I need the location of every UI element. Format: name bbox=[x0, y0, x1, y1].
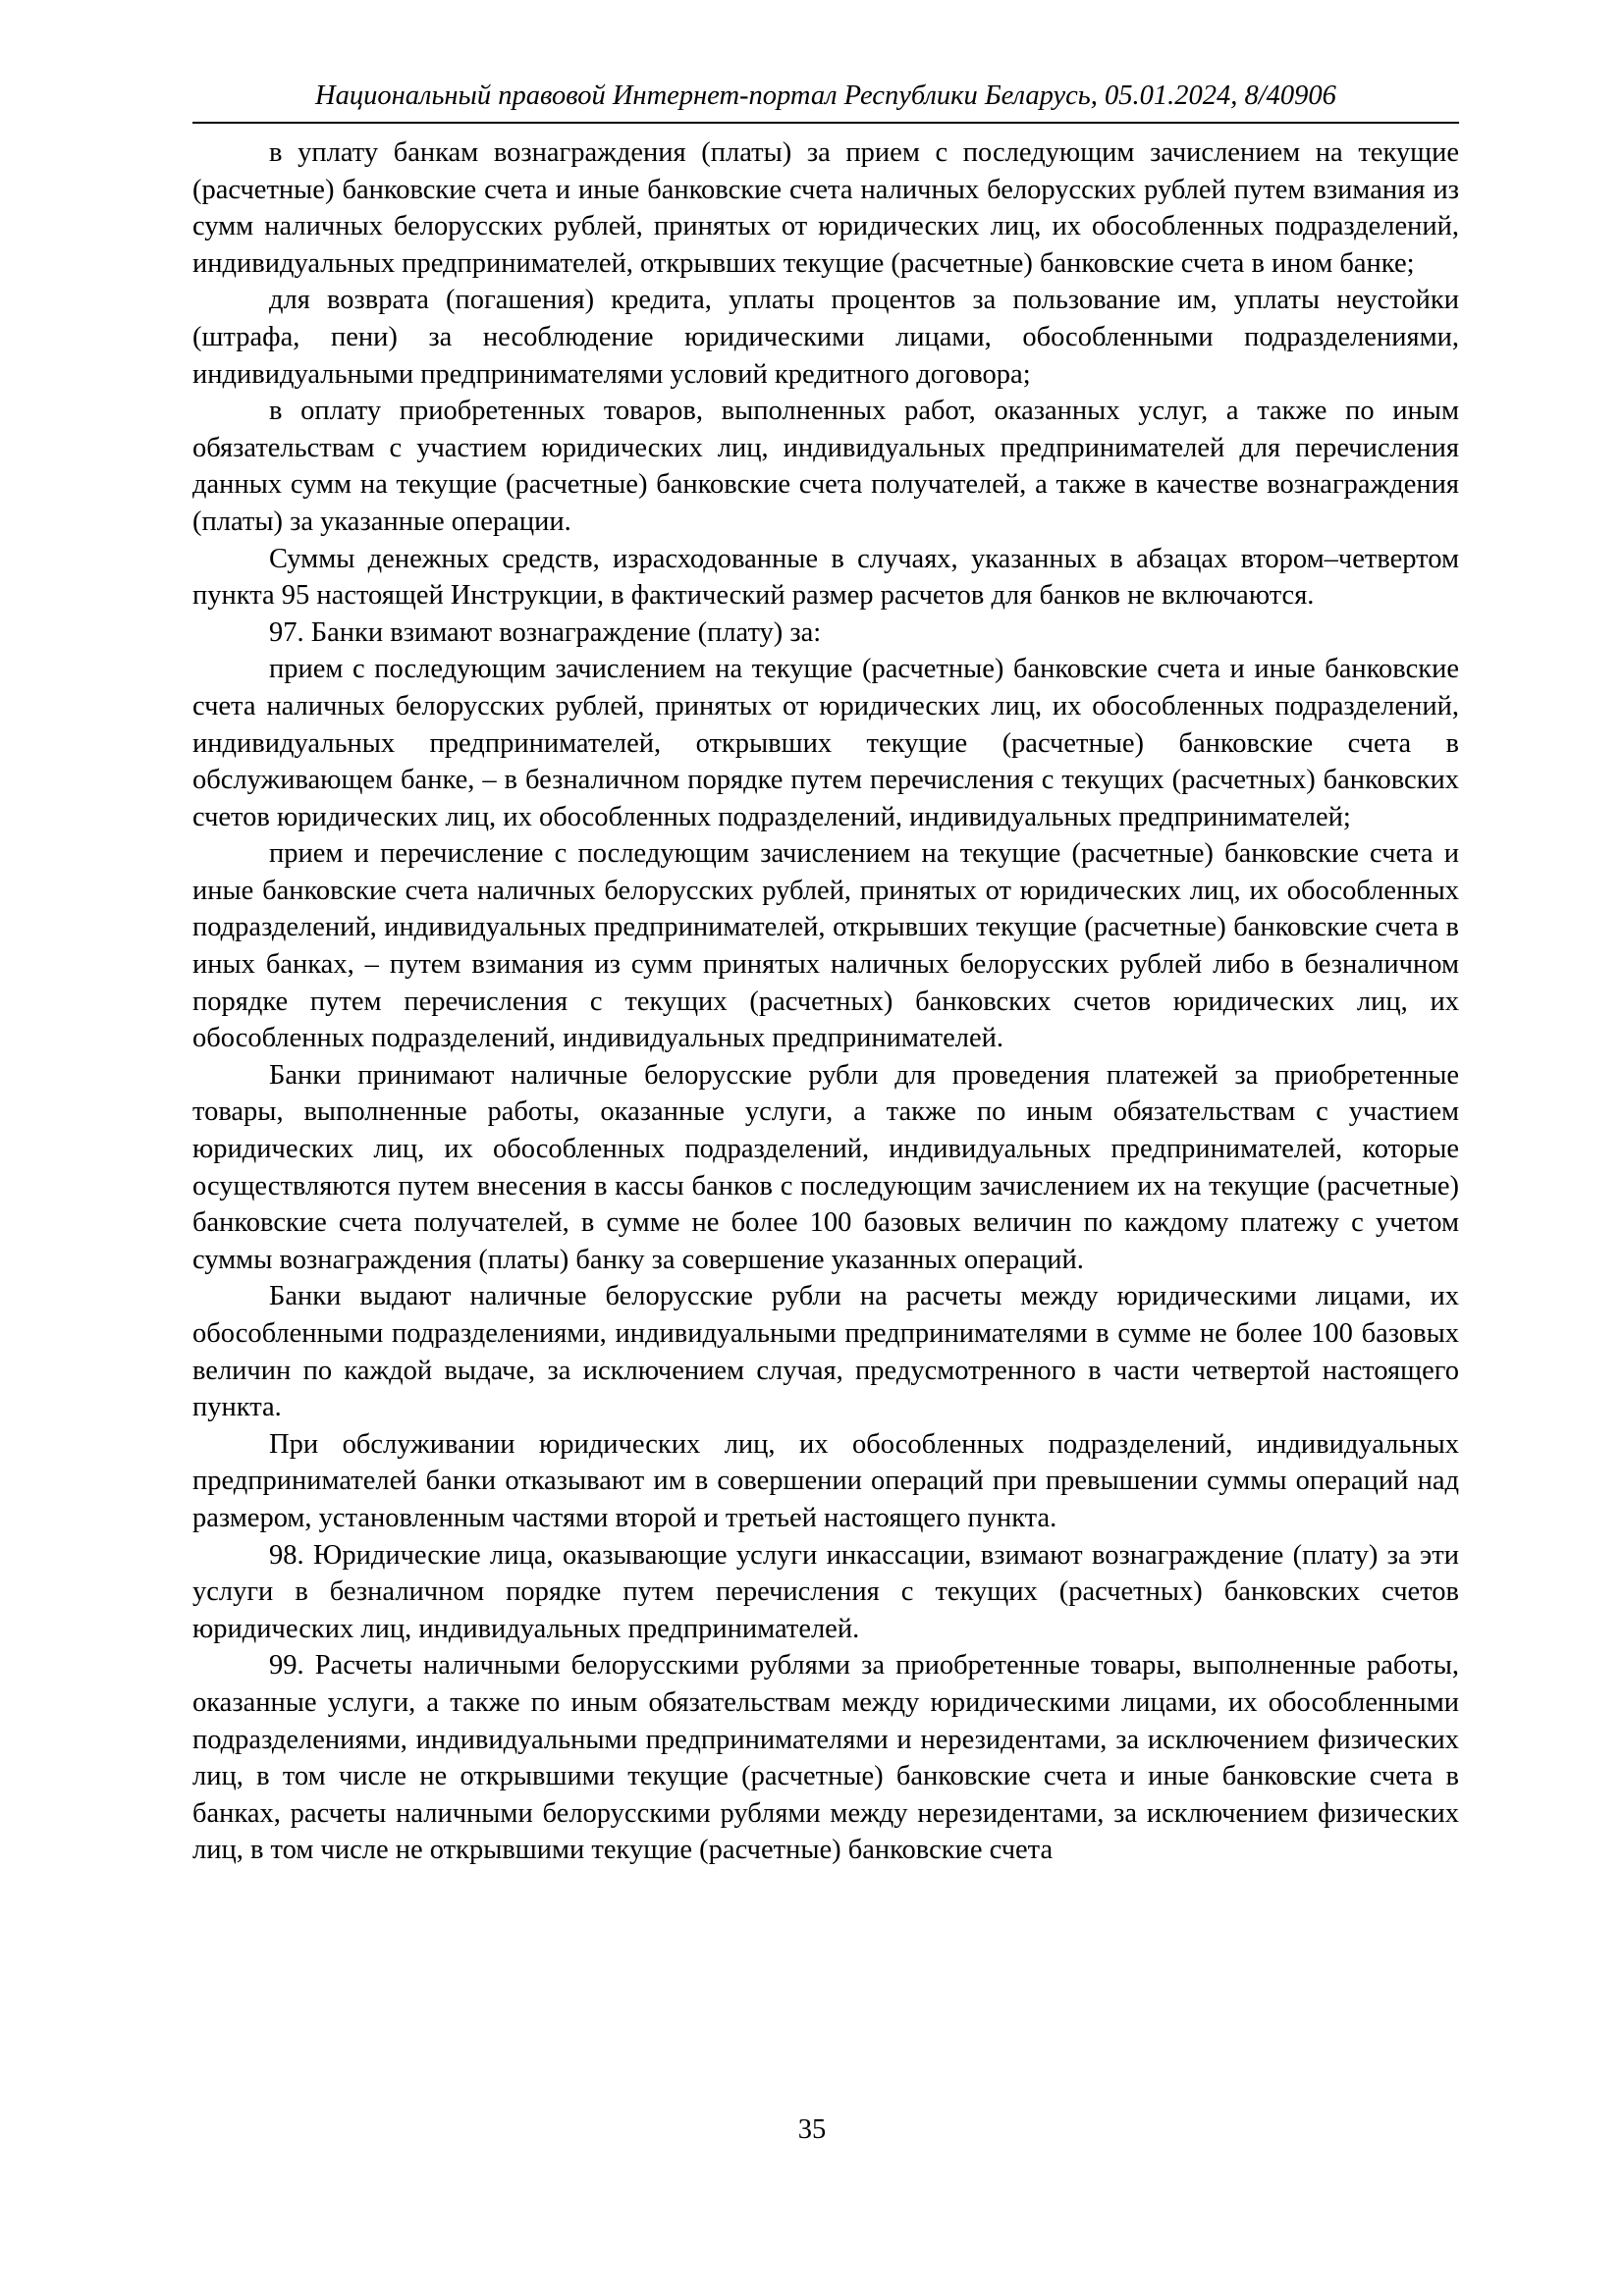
page-header bbox=[192, 77, 1459, 124]
paragraph: прием и перечисление с последующим зачислением на текущие (расчетные) банковские счета и иные банковские счета наличных белорусских рублей, принятых от юридических лиц, их обособленных подразделений, индивидуальных предпринимателей, открывших текущие (расчетные) банковские счета в иных банках, – путем взимания из сумм принятых наличных белорусских рублей либо в безналичном порядке путем перечисления с текущих (расчетных) банковских счетов юридических лиц, их обособленных подразделений, индивидуальных предпринимателей. bbox=[192, 838, 1459, 1054]
paragraph: 98. Юридические лица, оказывающие услуги инкассации, взимают вознаграждение (плату) за эти услуги в безналичном порядке путем перечисления с текущих (расчетных) банковских счетов юридических лиц, индивидуальных предпринимателей. bbox=[192, 1539, 1459, 1644]
paragraph: прием с последующим зачислением на текущие (расчетные) банковские счета и иные банковские счета наличных белорусских рублей, принятых от юридических лиц, их обособленных подразделений, индивидуальных предпринимателей, открывших текущие (расчетные) банковские счета в обслуживающем банке, – в безналичном порядке путем перечисления с текущих (расчетных) банковских счетов юридических лиц, их обособленных подразделений, индивидуальных предпринимателей; bbox=[192, 654, 1459, 832]
paragraph: При обслуживании юридических лиц, их обособленных подразделений, индивидуальных предпринимателей банки отказывают им в совершении операций при превышении суммы операций над размером, установленным частями второй и третьей настоящего пункта. bbox=[192, 1428, 1459, 1533]
paragraph: Банки принимают наличные белорусские рубли для проведения платежей за приобретенные товары, выполненные работы, оказанные услуги, а также по иным обязательствам с участием юридических лиц, их обособленных подразделений, индивидуальных предпринимателей, которые осуществляются путем внесения в кассы банков с последующим зачислением их на текущие (расчетные) банковские счета получателей, в сумме не более 100 базовых величин по каждому платежу с учетом суммы вознаграждения (платы) банку за совершение указанных операций. bbox=[192, 1059, 1459, 1275]
paragraph: в уплату банкам вознаграждения (платы) за прием с последующим зачислением на текущие (расчетные) банковские счета и иные банковские счета наличных белорусских рублей путем взимания из сумм наличных белорусских рублей, принятых от юридических лиц, их обособленных подразделений, индивидуальных предпринимателей, открывших текущие (расчетные) банковские счета в ином банке; bbox=[192, 137, 1459, 279]
paragraph: 97. Банки взимают вознаграждение (плату) за: bbox=[269, 616, 822, 648]
paragraph: в оплату приобретенных товаров, выполненных работ, оказанных услуг, а также по иным обязательствам с участием юридических лиц, индивидуальных предпринимателей для перечисления данных сумм на текущие (расчетные) банковские счета получателей, а также в качестве вознаграждения (платы) за указанные операции. bbox=[192, 396, 1459, 537]
page-number: 35 bbox=[797, 2114, 827, 2145]
header-title: Национальный правовой Интернет-портал Республики Беларусь, 05.01.2024, 8/40906 bbox=[315, 80, 1336, 111]
paragraph: Банки выдают наличные белорусские рубли на расчеты между юридическими лицами, их обособленными подразделениями, индивидуальными предпринимателями в сумме не более 100 базовых величин по каждой выдаче, за исключением случая, предусмотренного в части четвертой настоящего пункта. bbox=[192, 1281, 1459, 1423]
paragraph: для возврата (погашения) кредита, уплаты процентов за пользование им, уплаты неустойки (штрафа, пени) за несоблюдение юридическими лицами, обособленными подразделениями, индивидуальными предпринимателями условий кредитного договора; bbox=[192, 285, 1459, 390]
document-body bbox=[192, 134, 1459, 1869]
paragraph: Суммы денежных средств, израсходованные в случаях, указанных в абзацах втором–четвертом пункта 95 настоящей Инструкции, в фактический размер расчетов для банков не включаются. bbox=[192, 543, 1459, 612]
paragraph: 99. Расчеты наличными белорусскими рублями за приобретенные товары, выполненные работы, оказанные услуги, а также по иным обязательствам между юридическими лицами, их обособленными подразделениями, индивидуальными предпринимателями и нерезидентами, за исключением физических лиц, в том числе не открывшими текущие (расчетные) банковские счета и иные банковские счета в банках, расчеты наличными белорусскими рублями между нерезидентами, за исключением физических лиц, в том числе не открывшими текущие (расчетные) банковские счета bbox=[192, 1650, 1459, 1866]
